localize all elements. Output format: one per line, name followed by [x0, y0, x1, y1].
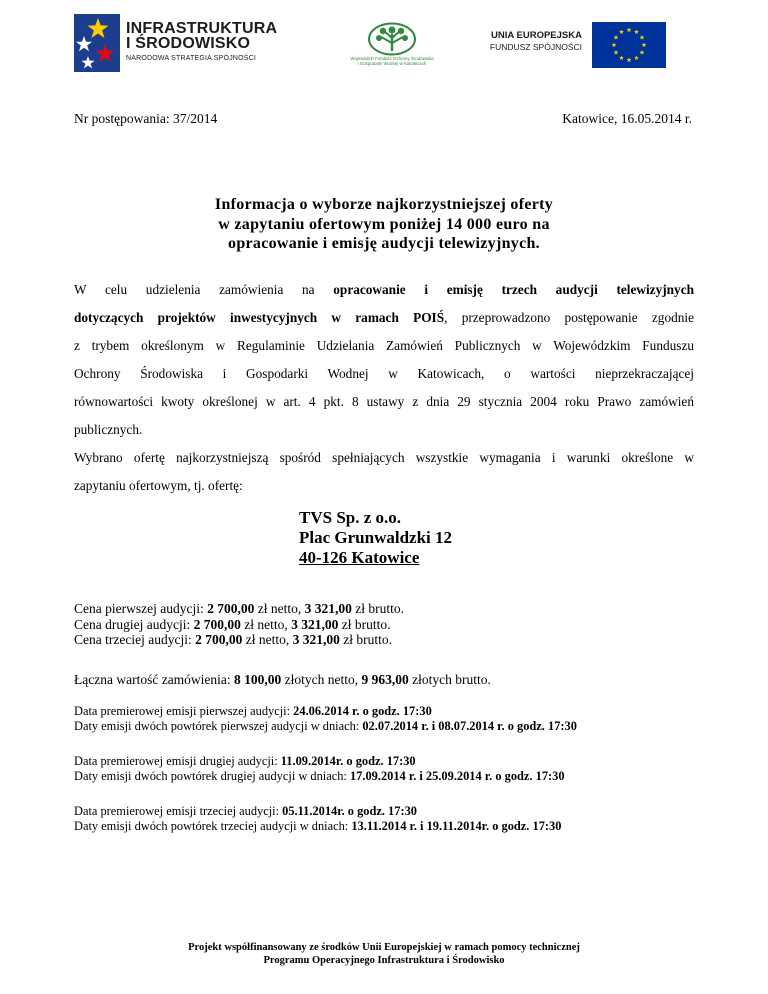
- price-unit: zł brutto.: [351, 601, 404, 616]
- price-row: [74, 617, 404, 633]
- document-title: [150, 195, 618, 254]
- body-bold-run: opracowanie i emisję trzech audycji telewizyjnych: [333, 282, 695, 297]
- price-row: [74, 632, 404, 648]
- body-line-8: zapytaniu ofertowym, tj. ofertę:: [74, 478, 243, 493]
- price-unit: zł brutto.: [339, 632, 392, 648]
- price-unit: zł brutto.: [338, 616, 391, 632]
- premiere-line: [74, 804, 561, 819]
- repeat-value: 02.07.2014 r. i 08.07.2014 r. o godz. 17:30: [362, 719, 577, 733]
- wfosigw-logo: [327, 22, 457, 74]
- premiere-value: 24.06.2014 r. o godz. 17:30: [293, 704, 432, 718]
- logo-left-line-3: NARODOWA STRATEGIA SPÓJNOŚCI: [126, 55, 257, 62]
- title-line-3: opracowanie i emisję audycji telewizyjnych.: [228, 235, 540, 252]
- total-value: [74, 672, 491, 688]
- reference-number: Nr postępowania: 37/2014: [74, 111, 218, 126]
- body-text: [74, 276, 694, 500]
- unia-europejska-logo: [486, 22, 678, 68]
- repeat-label: Daty emisji dwóch powtórek pierwszej audycji w dniach:: [74, 719, 363, 733]
- footer-line-1: Projekt współfinansowany ze środków Unii Europejskiej w ramach pomocy technicznej: [188, 942, 580, 953]
- price-label: Cena drugiej audycji:: [74, 616, 194, 632]
- price-row: [74, 601, 404, 617]
- repeat-label: Daty emisji dwóch powtórek drugiej audycji w dniach:: [74, 769, 350, 783]
- repeat-value: 13.11.2014 r. i 19.11.2014r. o godz. 17:30: [351, 819, 562, 833]
- logo-center-line-2: i Gospodarki Wodnej w Katowicach: [357, 61, 427, 66]
- logo-right-line-2: FUNDUSZ SPÓJNOŚCI: [489, 42, 582, 52]
- repeat-value: 17.09.2014 r. i 25.09.2014 r. o godz. 17:30: [349, 769, 565, 783]
- price-gross: 3 321,00: [291, 616, 339, 632]
- winner-block: [299, 508, 452, 568]
- premiere-line: [74, 704, 577, 719]
- nss-emblem-icon: [74, 14, 122, 72]
- body-line-3: z trybem określonym w Regulaminie Udzielania Zamówień Publicznych w Wojewódzkim Funduszu: [74, 338, 694, 353]
- winner-city: 40-126 Katowice: [299, 548, 420, 567]
- title-line-2: w zapytaniu ofertowym poniżej 14 000 euro na: [218, 215, 550, 233]
- schedule-block-2: [74, 754, 565, 784]
- schedule-block-3: [74, 804, 561, 834]
- logo-left-line-1: INFRASTRUKTURA: [126, 20, 278, 37]
- price-net: 2 700,00: [193, 616, 241, 632]
- premiere-value: 11.09.2014r. o godz. 17:30: [280, 754, 416, 768]
- price-label: Cena pierwszej audycji:: [74, 601, 208, 616]
- infrastruktura-srodowisko-logo: [74, 14, 284, 74]
- footer-line-2: Programu Operacyjnego Infrastruktura i Środowisko: [263, 955, 505, 966]
- repeat-line: [74, 719, 577, 734]
- footer: [120, 941, 648, 967]
- body-line-6: publicznych.: [74, 422, 143, 437]
- price-gross: 3 321,00: [292, 632, 340, 648]
- total-gross: 9 963,00: [361, 672, 409, 687]
- tree-emblem-icon: [367, 22, 417, 56]
- total-unit: złotych netto,: [281, 672, 362, 687]
- winner-name: TVS Sp. z o.o.: [299, 508, 402, 527]
- body-bold-run: dotyczących projektów inwestycyjnych w ramach POIŚ: [74, 310, 445, 325]
- total-net: 8 100,00: [234, 672, 282, 687]
- logo-left-line-2: I ŚRODOWISKO: [126, 35, 251, 52]
- body-line-5: równowartości kwoty określonej w art. 4 pkt. 8 ustawy z dnia 29 stycznia 2004 roku Prawo zamówień: [74, 394, 694, 409]
- price-gross: 3 321,00: [304, 601, 352, 616]
- title-line-1: Informacja o wyborze najkorzystniejszej oferty: [214, 196, 554, 213]
- premiere-label: Data premierowej emisji pierwszej audycji:: [74, 704, 294, 718]
- body-text-run: W celu udzielenia zamówienia na: [74, 282, 315, 297]
- premiere-line: [74, 754, 565, 769]
- price-label: Cena trzeciej audycji:: [74, 632, 196, 648]
- premiere-value: 05.11.2014r. o godz. 17:30: [282, 804, 417, 818]
- premiere-label: Data premierowej emisji trzeciej audycji:: [74, 804, 283, 818]
- winner-street: Plac Grunwaldzki 12: [299, 528, 453, 547]
- logo-center-line-1: Wojewódzki Fundusz Ochrony Środowiska: [350, 56, 434, 61]
- repeat-label: Daty emisji dwóch powtórek trzeciej audycji w dniach:: [74, 819, 352, 833]
- eu-flag-icon: [592, 22, 666, 68]
- body-line-1: [74, 276, 694, 304]
- price-unit: zł netto,: [242, 632, 293, 648]
- logo-right-line-1: UNIA EUROPEJSKA: [491, 30, 582, 41]
- premiere-label: Data premierowej emisji drugiej audycji:: [74, 754, 281, 768]
- place-date: Katowice, 16.05.2014 r.: [562, 111, 692, 126]
- repeat-line: [74, 769, 565, 784]
- total-unit: złotych brutto.: [408, 672, 491, 687]
- total-label: Łączna wartość zamówienia:: [74, 672, 235, 687]
- body-line-4: Ochrony Środowiska i Gospodarki Wodnej w Katowicach, o wartości nieprzekraczającej: [74, 366, 694, 381]
- schedule-block-1: [74, 704, 577, 734]
- price-unit: zł netto,: [254, 601, 305, 616]
- price-unit: zł netto,: [240, 616, 292, 632]
- body-text-run: , przeprowadzono postępowanie zgodnie: [444, 310, 694, 325]
- price-list: [74, 601, 404, 648]
- price-net: 2 700,00: [195, 632, 243, 648]
- repeat-line: [74, 819, 561, 834]
- body-line-7: Wybrano ofertę najkorzystniejszą spośród spełniających wszystkie wymagania i warunki określone w: [74, 450, 694, 465]
- body-line-2: [74, 304, 694, 332]
- price-net: 2 700,00: [207, 601, 255, 616]
